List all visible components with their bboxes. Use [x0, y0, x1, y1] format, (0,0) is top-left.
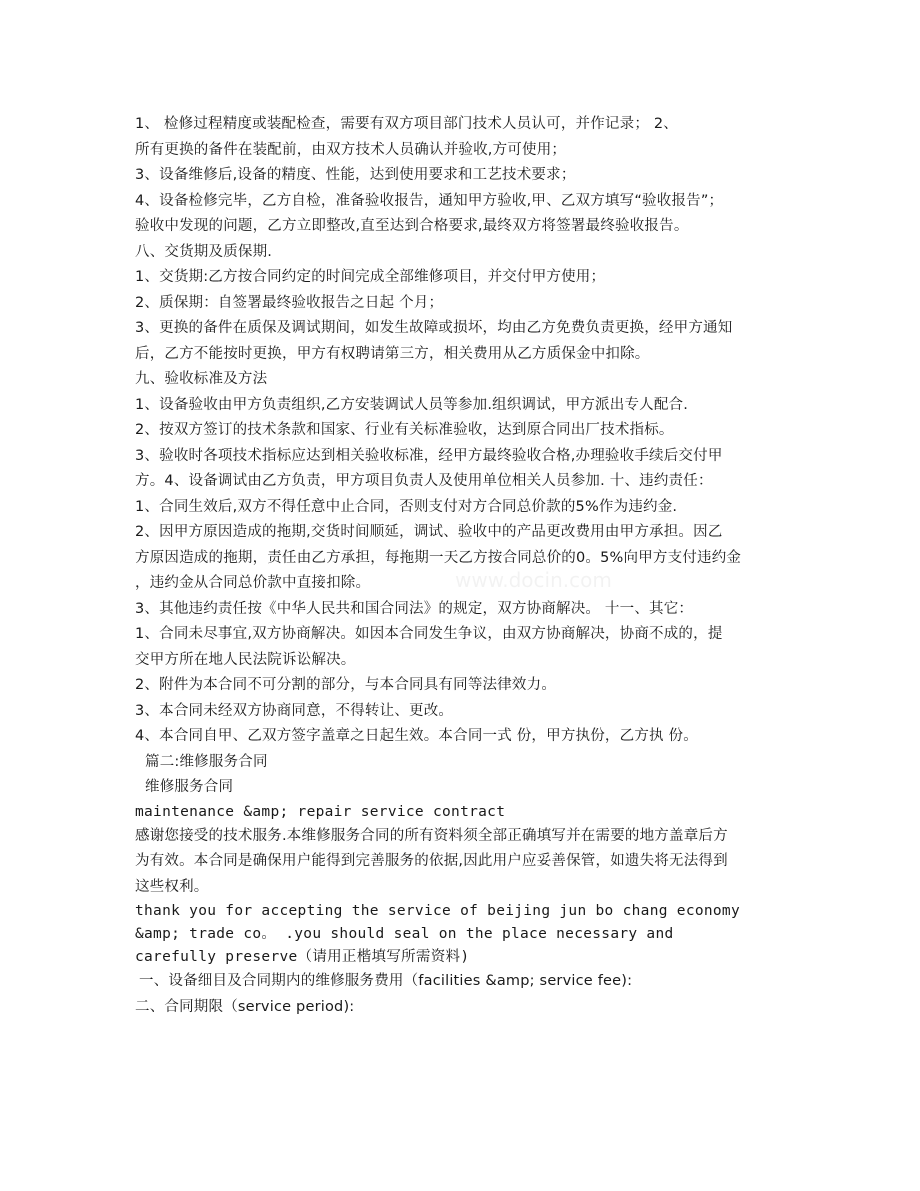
text-line: 3、设备维修后,设备的精度、性能，达到使用要求和工艺技术要求； [135, 167, 576, 183]
text-line: thank you for accepting the service of beijing jun bo chang economy [135, 903, 740, 919]
text-line: 这些权利。 [135, 878, 209, 895]
text-line: 3、验收时各项技术指标应达到相关验收标准，经甲方最终验收合格,办理验收手续后交付甲 [135, 447, 723, 464]
text-line: 一、设备细目及合同期内的维修服务费用（facilities &amp; service fee): [139, 973, 633, 989]
text-line: 3、更换的备件在质保及调试期间，如发生故障或损坏，均由乙方免费负责更换，经甲方通知 [135, 320, 733, 336]
text-line: 方原因造成的拖期，责任由乙方承担，每拖期一天乙方按合同总价的0。5%向甲方支付违约金 [135, 549, 742, 566]
text-line: 为有效。本合同是确保用户能得到完善服务的依据,因此用户应妥善保管，如遗失将无法得到 [135, 853, 728, 869]
text-line: 1、 检修过程精度或装配检查，需要有双方项目部门技术人员认可，并作记录； 2、 [135, 116, 678, 132]
text-line: 3、其他违约责任按《中华人民共和国合同法》的规定，双方协商解决。 十一、其它： [135, 600, 694, 617]
text-line: 感谢您接受的技术服务.本维修服务合同的所有资料须全部正确填写并在需要的地方盖章后方 [135, 827, 728, 844]
text-line: 2、因甲方原因造成的拖期,交货时间顺延，调试、验收中的产品更改费用由甲方承担。因乙 [135, 524, 723, 540]
text-line: 所有更换的备件在装配前，由双方技术人员确认并验收,方可使用； [135, 141, 567, 158]
text-line: 维修服务合同 [145, 779, 234, 795]
text-line: 4、本合同自甲、乙双方签字盖章之日起生效。本合同一式 份，甲方执份，乙方执 份。 [135, 728, 698, 744]
text-line: 八、交货期及质保期. [135, 243, 273, 260]
text-line: 2、质保期：自签署最终验收报告之日起 个月； [135, 294, 444, 311]
text-line: 1、合同生效后,双方不得任意中止合同，否则支付对方合同总价款的5%作为违约金. [135, 498, 678, 515]
text-line: 4、设备检修完毕，乙方自检，准备验收报告，通知甲方验收,甲、乙双方填写“验收报告”； [135, 192, 724, 209]
text-line: ，违约金从合同总价款中直接扣除。 [135, 575, 371, 591]
watermark: www.docin.com [455, 568, 612, 592]
text-line: 二、合同期限（service period): [135, 998, 355, 1015]
text-line: carefully preserve（请用正楷填写所需资料) [135, 949, 470, 965]
text-line: 后，乙方不能按时更换，甲方有权聘请第三方，相关费用从乙方质保金中扣除。 [135, 345, 650, 362]
text-line: 3、本合同未经双方协商同意，不得转让、更改。 [135, 702, 454, 719]
text-line: 九、验收标准及方法 [135, 371, 268, 387]
text-line: 2、附件为本合同不可分割的部分，与本合同具有同等法律效力。 [135, 677, 557, 693]
text-line: 1、合同未尽事宜,双方协商解决。如因本合同发生争议，由双方协商解决，协商不成的，提 [135, 626, 723, 642]
text-line: 方。4、设备调试由乙方负责，甲方项目负责人及使用单位相关人员参加. 十、违约责任： [135, 473, 713, 489]
text-line: 1、设备验收由甲方负责组织,乙方安装调试人员等参加.组织调试，甲方派出专人配合. [135, 396, 689, 413]
text-line: 交甲方所在地人民法院诉讼解决。 [135, 651, 356, 668]
text-line: 1、交货期:乙方按合同约定的时间完成全部维修项目，并交付甲方使用； [135, 269, 606, 285]
text-line: 验收中发现的问题，乙方立即整改,直至达到合格要求,最终双方将签署最终验收报告。 [135, 218, 689, 234]
text-line: maintenance &amp; repair service contract [135, 803, 506, 820]
text-line: 2、按双方签订的技术条款和国家、行业有关标准验收，达到原合同出厂技术指标。 [135, 422, 674, 438]
text-line: 篇二:维修服务合同 [145, 753, 268, 770]
document-body [135, 112, 785, 1020]
text-line: &amp; trade co。 .you should seal on the place necessary and [135, 926, 674, 942]
